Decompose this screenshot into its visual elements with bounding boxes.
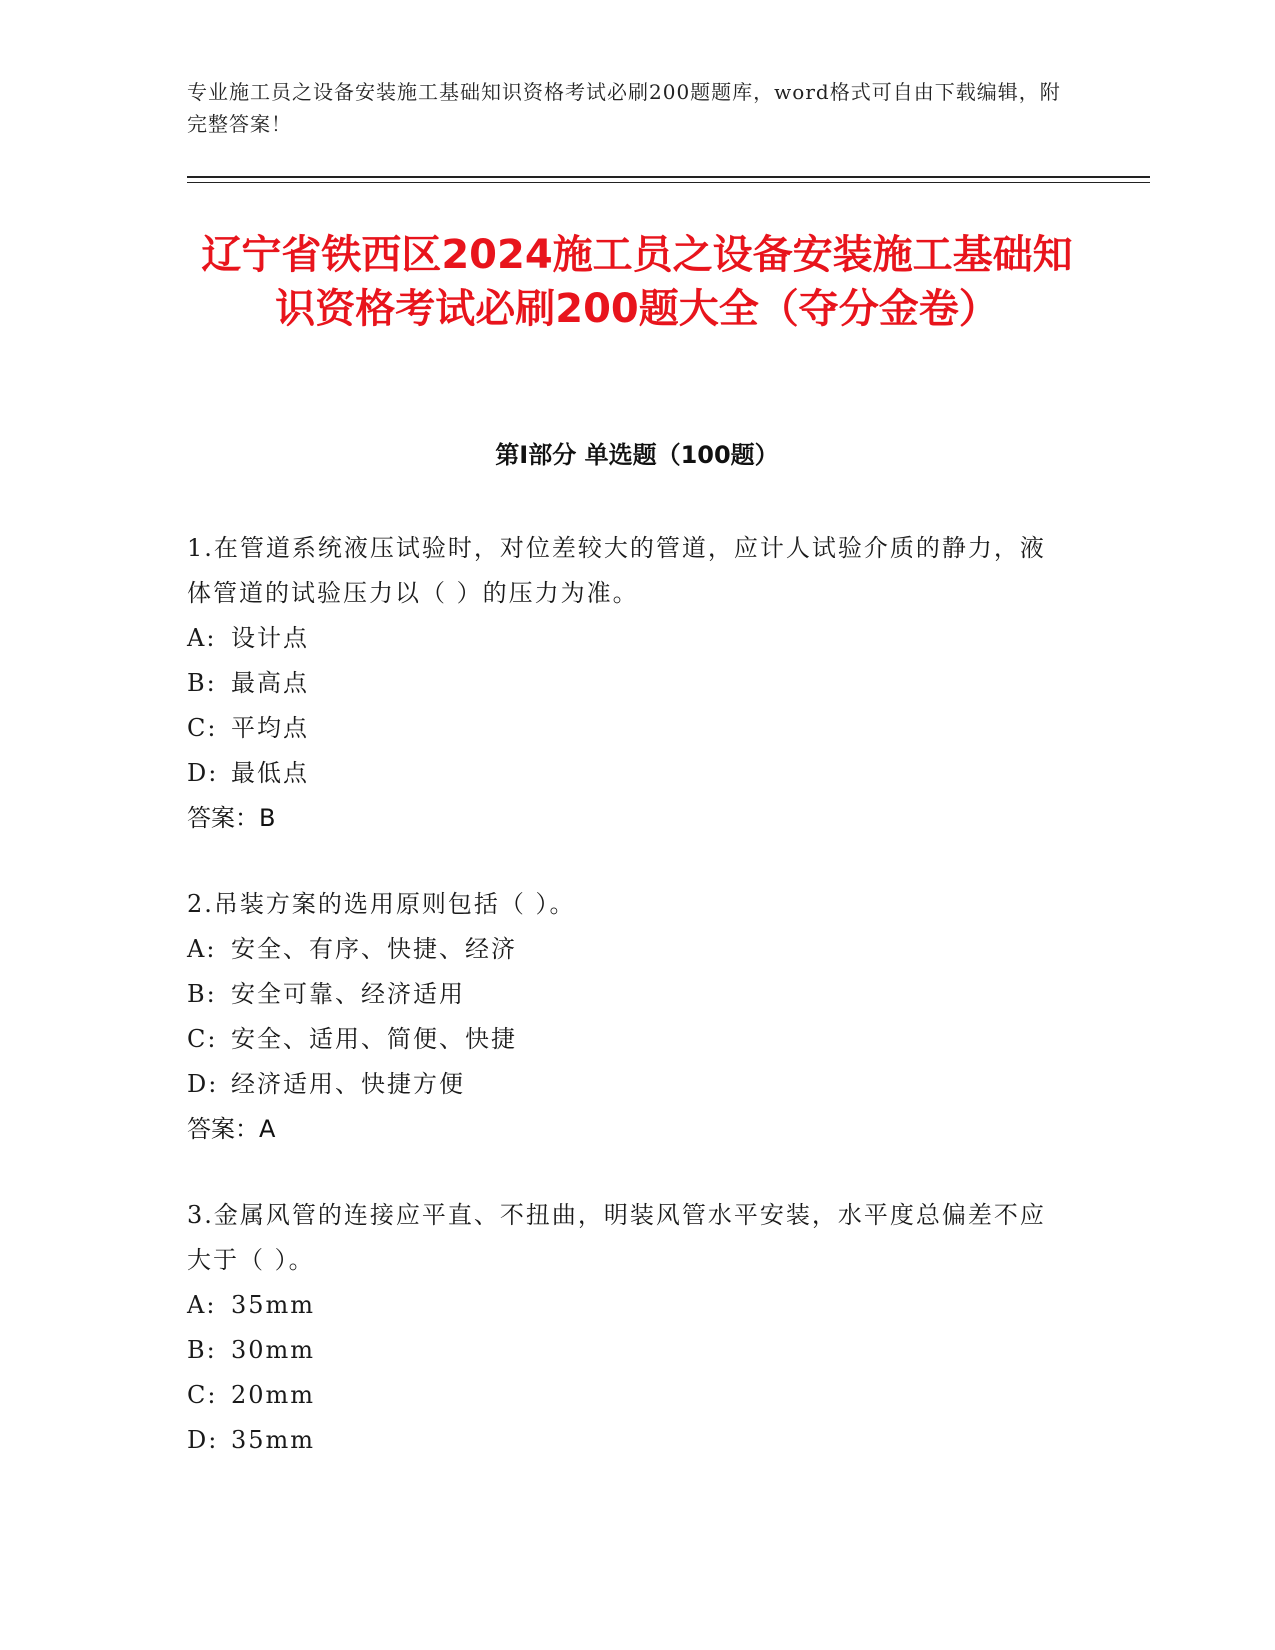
option-key: C: <box>187 714 218 742</box>
option-text: 最高点 <box>231 669 309 697</box>
option-text: 设计点 <box>231 624 309 652</box>
answer: 答案：B <box>187 804 276 832</box>
option-b <box>187 1328 1067 1373</box>
option-b <box>187 661 1067 706</box>
option-a <box>187 616 1067 661</box>
option-text: 安全、有序、快捷、经济 <box>231 935 517 963</box>
option-d <box>187 751 1067 796</box>
option-text: 经济适用、快捷方便 <box>231 1070 465 1098</box>
option-key: B: <box>187 980 217 1008</box>
option-text: 20mm <box>231 1381 316 1409</box>
option-a <box>187 927 1067 972</box>
option-key: A: <box>187 624 217 652</box>
document-title: 辽宁省铁西区2024施工员之设备安装施工基础知识资格考试必刷200题大全（夺分金卷） <box>201 232 1073 332</box>
question-stem: 1.在管道系统液压试验时，对位差较大的管道，应计人试验介质的静力，液体管道的试验压力以（ ）的压力为准。 <box>187 534 1046 607</box>
question-1 <box>187 526 1067 841</box>
question-list <box>187 526 1067 1504</box>
option-text: 35mm <box>231 1291 316 1319</box>
option-c <box>187 706 1067 751</box>
option-text: 最低点 <box>231 759 309 787</box>
option-key: A: <box>187 935 217 963</box>
option-key: B: <box>187 669 217 697</box>
option-c <box>187 1373 1067 1418</box>
option-text: 安全、适用、简便、快捷 <box>231 1025 517 1053</box>
option-d <box>187 1418 1067 1463</box>
option-key: D: <box>187 1426 219 1454</box>
option-c <box>187 1017 1067 1062</box>
option-key: D: <box>187 1070 219 1098</box>
header-rule-thick <box>187 176 1150 178</box>
question-stem: 3.金属风管的连接应平直、不扭曲，明装风管水平安装，水平度总偏差不应大于（ ）。 <box>187 1201 1046 1274</box>
option-text: 30mm <box>231 1336 316 1364</box>
option-key: A: <box>187 1291 217 1319</box>
answer: 答案：A <box>187 1115 276 1143</box>
option-key: C: <box>187 1025 218 1053</box>
option-a <box>187 1283 1067 1328</box>
option-text: 35mm <box>231 1426 316 1454</box>
header-rule-thin <box>187 182 1150 183</box>
section-heading: 第Ⅰ部分 单选题（100题） <box>495 441 779 469</box>
option-key: C: <box>187 1381 218 1409</box>
option-key: B: <box>187 1336 217 1364</box>
header-note: 专业施工员之设备安装施工基础知识资格考试必刷200题题库，word格式可自由下载编辑，附完整答案！ <box>187 80 1061 136</box>
question-2 <box>187 882 1067 1152</box>
option-d <box>187 1062 1067 1107</box>
option-key: D: <box>187 759 219 787</box>
option-text: 平均点 <box>231 714 309 742</box>
option-text: 安全可靠、经济适用 <box>231 980 465 1008</box>
option-b <box>187 972 1067 1017</box>
question-3 <box>187 1193 1067 1463</box>
question-stem: 2.吊装方案的选用原则包括（ ）。 <box>187 890 576 918</box>
